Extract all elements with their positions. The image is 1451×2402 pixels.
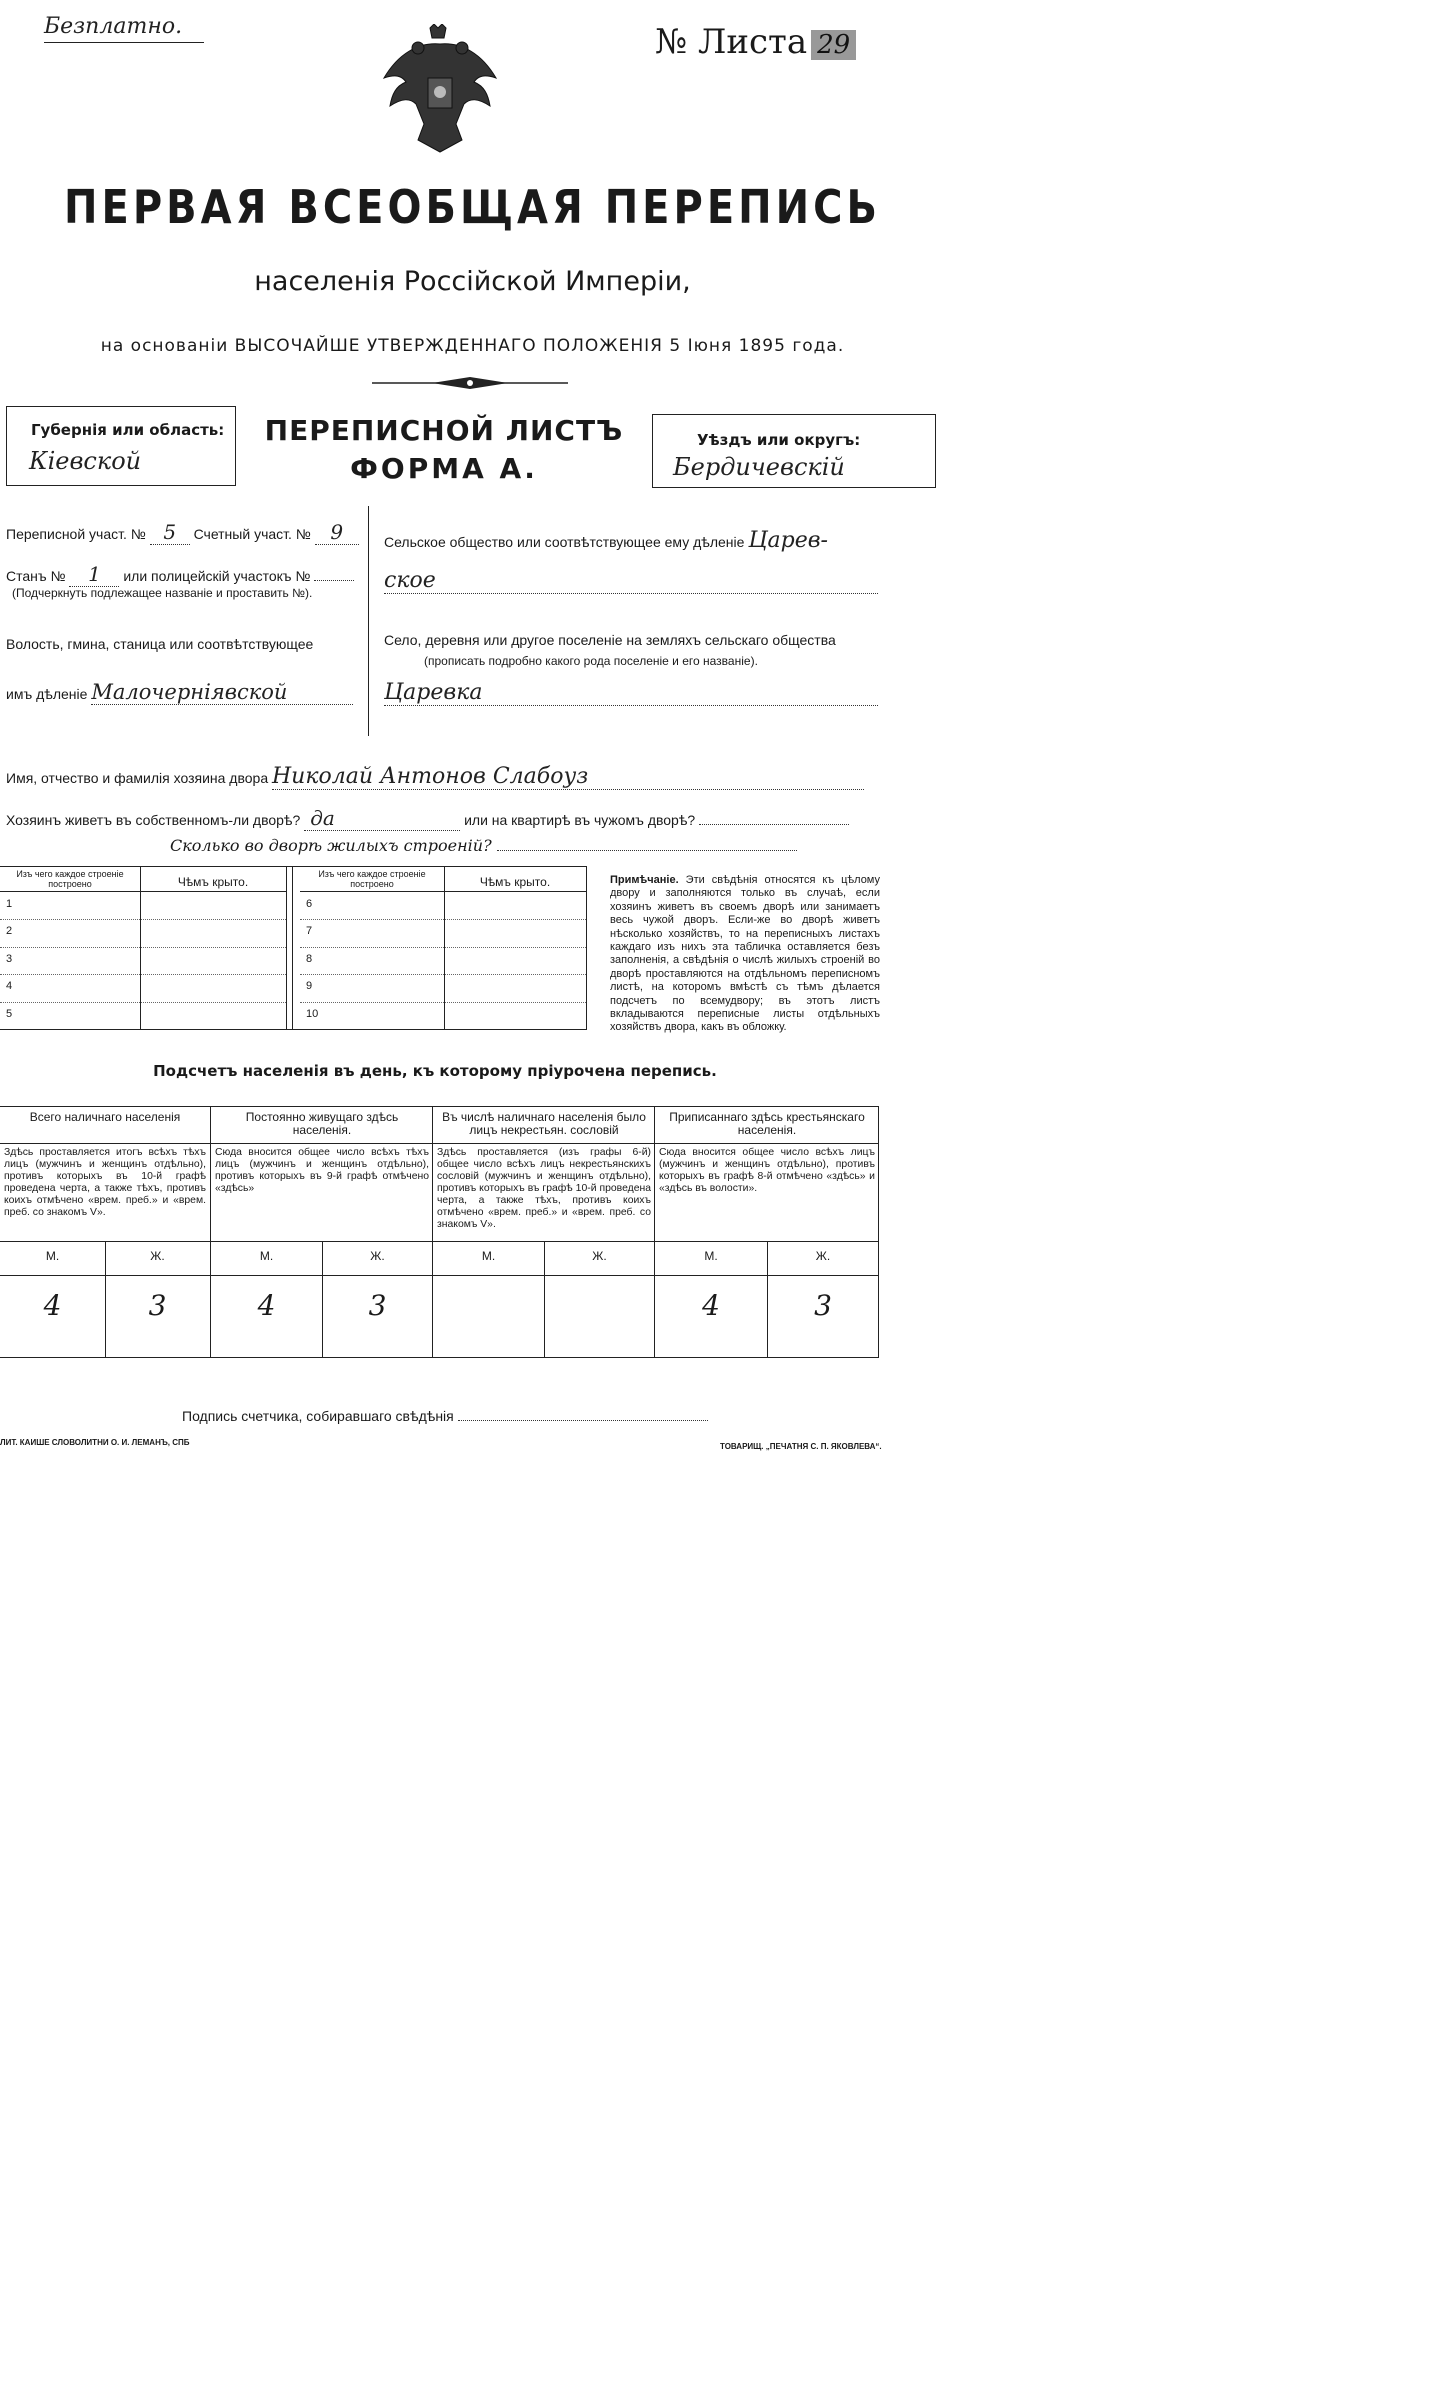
building-row: [300, 892, 586, 920]
owner-name-line: [6, 764, 864, 790]
district-box: [652, 414, 936, 488]
count-area-label: Счетный участ. №: [193, 526, 311, 542]
printer-right: ТОВАРИЩ. „ПЕЧАТНЯ С. П. ЯКОВЛЕВА“.: [720, 1442, 882, 1451]
police-label: или полицейскій участокъ №: [123, 568, 311, 584]
census-area-value: 5: [150, 520, 190, 545]
building-row: [0, 892, 286, 920]
female-label: Ж.: [370, 1249, 385, 1263]
printer-left: ЛИТ. КАИШЕ СЛОВОЛИТНИ О. И. ЛЕМАНЪ, СПБ: [0, 1438, 190, 1447]
population-column: [0, 1107, 210, 1357]
stan-line: [6, 562, 354, 587]
society-value-2: ское: [384, 568, 878, 594]
male-label: М.: [45, 1249, 60, 1263]
province-label: Губернія или область:: [31, 421, 225, 439]
male-label: М.: [481, 1249, 496, 1263]
building-row-number: 8: [306, 952, 313, 965]
vertical-divider: [368, 506, 369, 736]
census-area-line: [6, 520, 359, 545]
sheet-number-label: № Листа: [655, 22, 808, 62]
village-note: (прописать подробно какого рода поселеніе и его названіе).: [424, 654, 758, 668]
village-value: Царевка: [384, 680, 878, 706]
col-roof-header-left: Чѣмъ крыто.: [177, 875, 249, 889]
building-row: [300, 919, 586, 947]
own-yard-label: Хозяинъ живетъ въ собственномъ-ли дворѣ?: [6, 812, 301, 828]
basis-line: на основаніи ВЫСОЧАЙШЕ УТВЕРЖДЕННАГО ПОЛОЖЕНІЯ 5 Іюня 1895 года.: [100, 336, 845, 356]
population-column-title: Въ числѣ наличнаго населенія было лицъ некрестьян. сословій: [442, 1110, 646, 1137]
village-label: Село, деревня или другое поселеніе на земляхъ сельскаго общества: [384, 632, 836, 648]
col-roof-header-right: Чѣмъ крыто.: [479, 875, 551, 889]
society-line: [384, 528, 828, 553]
male-label: М.: [704, 1249, 718, 1263]
own-yard-line: [6, 806, 849, 831]
stan-label: Станъ №: [6, 568, 66, 584]
building-row: [300, 974, 586, 1002]
ornament-divider: [372, 376, 568, 390]
note-text: Эти свѣдѣнія относятся къ цѣлому двору и заполняются только въ случаѣ, если хозяинъ живетъ въ своемъ дворѣ или занимаетъ весь чужой дворъ. Если-же во дворѣ живетъ нѣсколько хозяйствъ, то на переписныхъ листахъ каждаго изъ нихъ эта табличка оставляется безъ заполненія, а свѣдѣнія о числѣ жилыхъ строеній во дворѣ проставляются на отдѣльномъ переписномъ листѣ, на которомъ вмѣстѣ съ тѣмъ дѣлается подсчетъ по всемудвору; въ этотъ листъ вкладываются переписные листы отдѣльныхъ хозяйствъ двора, какъ въ обложку.: [610, 874, 880, 1034]
buildings-value: [497, 850, 797, 851]
rented-value: [699, 824, 849, 825]
volost-label: Волость, гмина, станица или соотвѣтствующее: [6, 636, 314, 652]
building-row-number: 4: [6, 980, 13, 993]
police-value: [314, 580, 354, 581]
building-row: [0, 919, 286, 947]
population-column-title: Приписаннаго здѣсь крестьянскаго населенія.: [669, 1110, 865, 1137]
female-label: Ж.: [592, 1249, 607, 1263]
census-area-label: Переписной участ. №: [6, 526, 146, 542]
district-label: Уѣздъ или округъ:: [697, 431, 861, 449]
buildings-table-left: [0, 867, 286, 1029]
male-label: М.: [259, 1249, 274, 1263]
page-subtitle: населенія Россійской Имперіи,: [254, 266, 691, 297]
col-material-header-left: Изъ чего каждое строеніе построено: [16, 869, 124, 889]
signature-value: [458, 1420, 708, 1421]
province-value: Кіевской: [29, 447, 142, 475]
police-note: (Подчеркнуть подлежащее названіе и проставить №).: [12, 586, 313, 600]
col-material-header-right: Изъ чего каждое строеніе построено: [318, 869, 426, 889]
society-label: Сельское общество или соотвѣтствующее ему дѣленіе: [384, 534, 745, 550]
free-underline: [44, 42, 204, 43]
village-line: [384, 680, 878, 706]
imperial-eagle-emblem: [378, 24, 502, 156]
volost-label-2: имъ дѣленіе: [6, 686, 88, 702]
signature-line: [182, 1408, 708, 1424]
free-label: Безплатно.: [44, 14, 183, 39]
buildings-table-right: [300, 867, 586, 1029]
note-block: [610, 874, 880, 1035]
stan-value: 1: [69, 562, 119, 587]
rented-label: или на квартирѣ въ чужомъ дворѣ?: [464, 812, 696, 828]
form-subtitle: ФОРМА А.: [350, 452, 538, 485]
building-row-number: 5: [6, 1007, 13, 1020]
building-row-number: 2: [6, 925, 13, 938]
population-column-description: Здѣсь проставляется (изъ графы 6-й) общее число всѣхъ лицъ некрестьянскихъ сословій (мужчинъ и женщинъ отдѣльно), противъ которыхъ въ графѣ 10-й проведена черта, а также тѣхъ, противъ коихъ отмѣчено «врем. преб.» и «врем. преб. со знакомъ V».: [437, 1147, 651, 1230]
building-row-number: 7: [306, 925, 313, 938]
male-count: 4: [257, 1289, 276, 1322]
building-row: [0, 1002, 286, 1029]
sheet-number-value: 29: [811, 30, 856, 60]
building-row: [0, 974, 286, 1002]
volost-value: Малочерніявской: [91, 680, 353, 705]
district-value: Бердичевскій: [673, 453, 845, 481]
male-count: 4: [702, 1289, 720, 1322]
population-column-description: Сюда вносится общее число всѣхъ лицъ (мужчинъ и женщинъ отдѣльно), противъ которыхъ въ графѣ 8-й отмѣчено «здѣсь» и «здѣсь въ волости».: [659, 1147, 875, 1194]
owner-name-value: Николай Антонов Слабоуз: [272, 764, 864, 790]
building-row-number: 6: [306, 898, 313, 910]
building-row: [300, 947, 586, 975]
page-title: ПЕРВАЯ ВСЕОБЩАЯ ПЕРЕПИСЬ: [64, 181, 881, 235]
note-heading: Примѣчаніе.: [610, 874, 679, 886]
own-yard-value: да: [304, 806, 460, 831]
owner-name-label: Имя, отчество и фамилія хозяина двора: [6, 770, 269, 786]
building-row-number: 10: [306, 1007, 319, 1020]
building-row-number: 1: [6, 898, 13, 910]
population-column-description: Здѣсь проставляется итогъ всѣхъ тѣхъ лицъ (мужчинъ и женщинъ отдѣльно), противъ которыхъ въ 10-й графѣ проведена черта, а также тѣхъ, противъ коихъ отмѣчено «врем. преб.» и «врем. преб. со знакомъ V».: [4, 1147, 206, 1218]
population-column-title: Всего наличнаго населенія: [29, 1110, 181, 1124]
population-table: [0, 1106, 879, 1358]
female-label: Ж.: [150, 1249, 165, 1263]
buildings-table: [0, 866, 587, 1030]
sheet-number: [655, 22, 856, 62]
signature-label: Подпись счетчика, собиравшаго свѣдѣнія: [182, 1408, 454, 1424]
population-heading: Подсчетъ населенія въ день, къ которому пріурочена перепись.: [153, 1062, 717, 1080]
female-count: 3: [814, 1289, 832, 1322]
province-box: [6, 406, 236, 486]
population-column-description: Сюда вносится общее число всѣхъ тѣхъ лицъ (мужчинъ и женщинъ отдѣльно), противъ которыхъ въ 9-й графѣ отмѣчено «здѣсь»: [215, 1147, 429, 1194]
building-row: [0, 947, 286, 975]
buildings-line: [170, 836, 797, 855]
form-title: ПЕРЕПИСНОЙ ЛИСТЪ: [264, 414, 624, 447]
female-count: 3: [368, 1289, 387, 1322]
volost-line: [6, 680, 353, 705]
society-value-1: Царев-: [748, 528, 828, 553]
buildings-label: Сколько во дворѣ жилыхъ строеній?: [170, 836, 492, 855]
count-area-value: 9: [315, 520, 359, 545]
building-row-number: 9: [306, 980, 313, 993]
population-column: [432, 1107, 655, 1357]
population-column-title: Постоянно живущаго здѣсь населенія.: [245, 1110, 399, 1137]
male-count: 4: [43, 1289, 62, 1322]
population-column: [210, 1107, 433, 1357]
society-line-2: [384, 568, 878, 594]
building-row: [300, 1002, 586, 1029]
female-count: 3: [148, 1289, 167, 1322]
female-label: Ж.: [815, 1249, 831, 1263]
population-column: [654, 1107, 879, 1357]
building-row-number: 3: [6, 952, 13, 965]
